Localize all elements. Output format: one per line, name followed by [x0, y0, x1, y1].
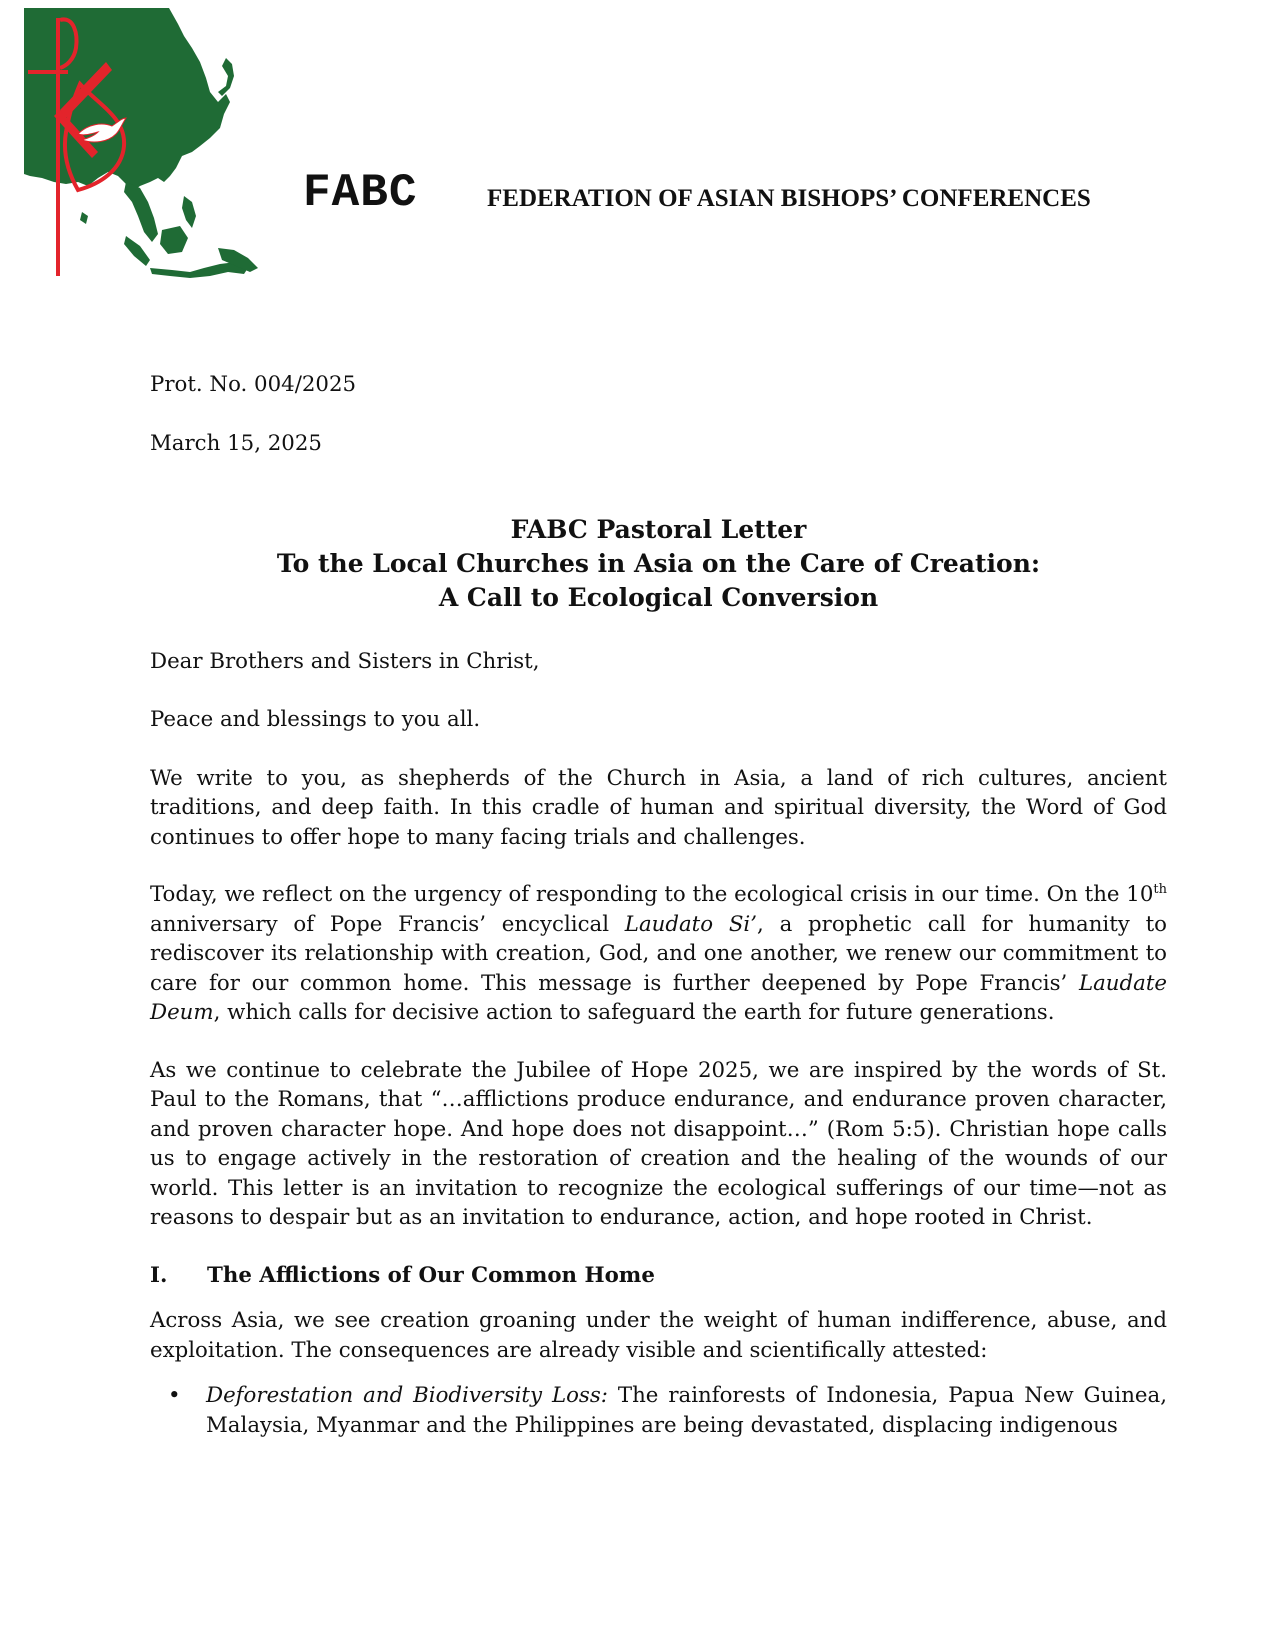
- bullet-icon: •: [168, 1383, 181, 1408]
- letter-meta: [150, 370, 1167, 459]
- letter-body: [150, 370, 1167, 1440]
- section-heading: [150, 1261, 1167, 1291]
- salutation: Dear Brothers and Sisters in Christ,: [150, 648, 540, 674]
- letter-title: [150, 513, 1167, 615]
- section-title: The Afflictions of Our Common Home: [207, 1262, 655, 1288]
- paragraph-2: [150, 880, 1167, 1028]
- org-abbreviation: FABC: [303, 167, 418, 219]
- greeting: Peace and blessings to you all.: [150, 707, 481, 732]
- sumatra-shape: [124, 236, 150, 266]
- fabc-logo: [22, 6, 262, 288]
- philippines-shape: [182, 196, 196, 228]
- paragraph-3: As we continue to celebrate the Jubilee of Hope 2025, we are inspired by the words of St. Paul to the Romans, that “…afflictions produce endurance, and endurance proven character, and proven character hope. And hope does not disappoint…” (Rom 5:5). Christian hope calls us to engage actively in the restoration of creation and the healing of the wounds of our world. This letter is an invitation to recognize the ecological sufferings of our time—not as reasons to despair but as an invitation to endurance, action, and hope rooted in Christ.: [150, 1057, 1167, 1230]
- bullet-text: The rainforests of Indonesia, Papua New Guinea, Malaysia, Myanmar and the Philippines are being devastated, displacing indigenous: [206, 1383, 1167, 1438]
- indochina-shape: [124, 182, 158, 242]
- p2-laudate-deum: Laudate Deum: [150, 970, 1167, 1025]
- asia-map-shape: [24, 8, 230, 192]
- section-number: I.: [150, 1262, 168, 1288]
- paragraph-1: We write to you, as shepherds of the Church in Asia, a land of rich cultures, ancient traditions, and deep faith. In this cradle of human and spiritual diversity, the Word of God continues to offer hope to many facing trials and challenges.: [150, 765, 1167, 850]
- section-intro: Across Asia, we see creation groaning under the weight of human indifference, abuse, and exploitation. The consequences are already visible and scientifically attested:: [150, 1308, 1167, 1363]
- afflictions-list: [150, 1381, 1167, 1440]
- p2-text-d: , which calls for decisive action to safeguard the earth for future generations.: [213, 1000, 1055, 1025]
- letter-date: March 15, 2025: [150, 431, 322, 456]
- title-line-2: To the Local Churches in Asia on the Care of Creation:: [276, 548, 1041, 578]
- org-full-name: FEDERATION OF ASIAN BISHOPS’ CONFERENCES: [487, 185, 1091, 212]
- p2-text-b: anniversary of Pope Francis’ encyclical: [150, 911, 625, 937]
- borneo-shape: [160, 226, 188, 254]
- title-line-1: FABC Pastoral Letter: [510, 514, 807, 544]
- sri-lanka-shape: [80, 212, 88, 224]
- bullet-label: Deforestation and Biodiversity Loss:: [206, 1383, 608, 1408]
- p2-ordinal-suffix: th: [1153, 881, 1167, 897]
- japan-islands-shape: [218, 58, 234, 96]
- title-line-3: A Call to Ecological Conversion: [438, 582, 879, 612]
- protocol-number: Prot. No. 004/2025: [150, 372, 357, 397]
- p2-laudato-si: Laudato Si’: [624, 911, 758, 937]
- p2-text-a: Today, we reflect on the urgency of responding to the ecological crisis in our time. On the 10: [150, 882, 1154, 907]
- list-item: [150, 1381, 1167, 1440]
- p2-text-c: , a prophetic call for humanity to rediscover its relationship with creation, God, and one another, we renew our commitment to care for our common home. This message is further deepened by Pope Francis’: [150, 911, 1167, 996]
